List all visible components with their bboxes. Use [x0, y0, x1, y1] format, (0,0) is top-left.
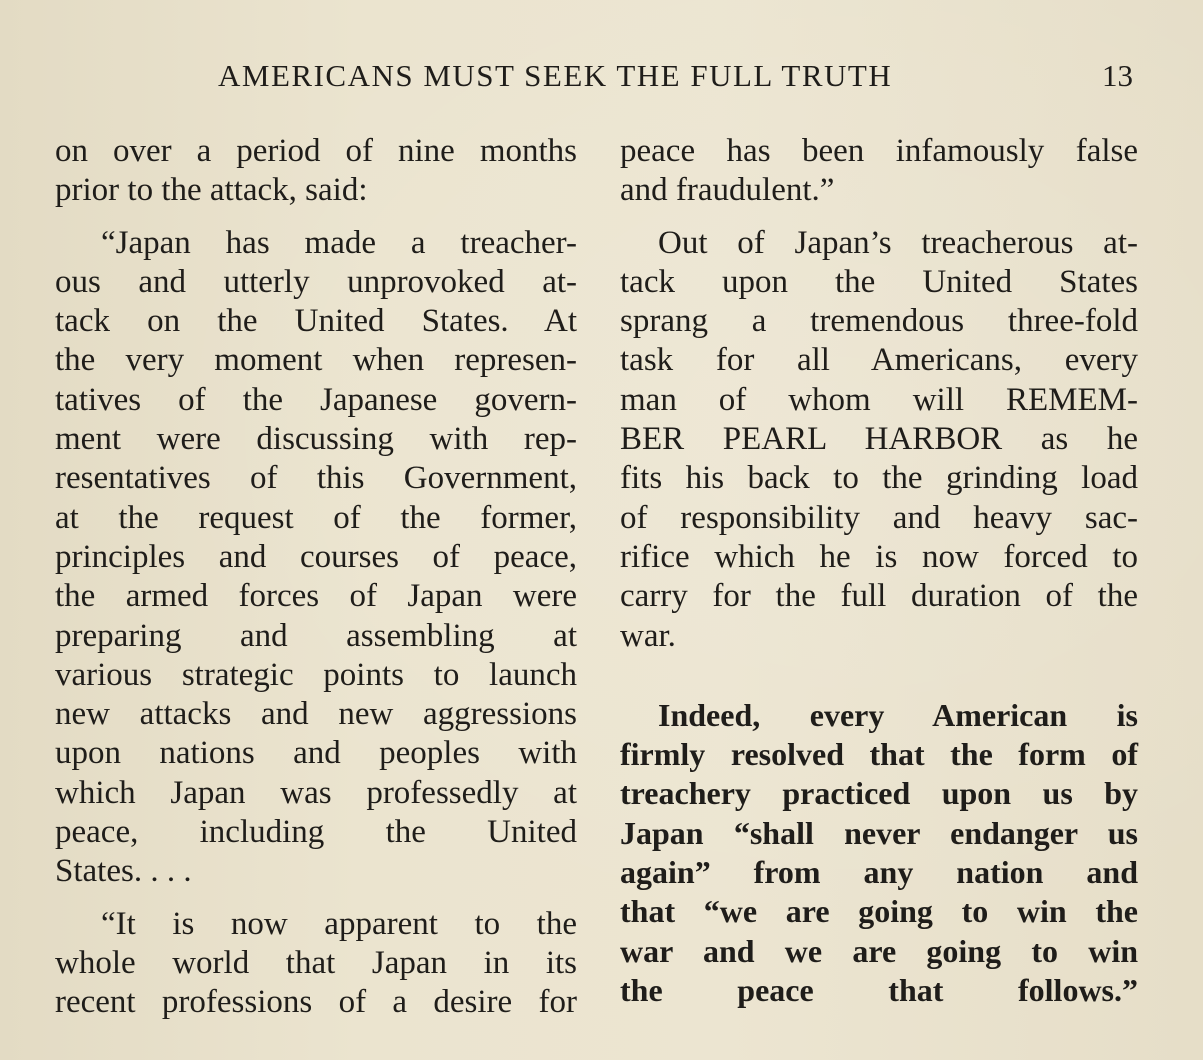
text-line: treachery practiced upon us by [620, 775, 1138, 812]
text-line: resentatives of this Government, [55, 460, 577, 497]
text-line: firmly resolved that the form of [620, 736, 1138, 773]
text-line: BER PEARL HARBOR as he [620, 421, 1138, 458]
text-line: Japan “shall never endanger us [620, 814, 1138, 851]
text-line: the very moment when represen- [55, 342, 577, 379]
text-line: which Japan was professedly at [55, 774, 577, 811]
text-line: of responsibility and heavy sac- [620, 499, 1138, 536]
text-line: ous and utterly unprovoked at- [55, 263, 577, 300]
text-line: “It is now apparent to the [101, 905, 577, 942]
text-line: “Japan has made a treacher- [101, 224, 577, 261]
text-line: at the request of the former, [55, 499, 577, 536]
text-line: tack on the United States. At [55, 303, 577, 340]
text-line: the armed forces of Japan were [55, 578, 577, 615]
text-line: various strategic points to launch [55, 656, 577, 693]
text-line: ment were discussing with rep- [55, 421, 577, 458]
running-head-title: AMERICANS MUST SEEK THE FULL TRUTH [218, 58, 893, 93]
text-line: principles and courses of peace, [55, 538, 577, 575]
quote-paragraph-1 [55, 224, 577, 892]
text-line: war and we are going to win [620, 932, 1138, 969]
quote-paragraph-2 [55, 905, 577, 1023]
text-line: fits his back to the grinding load [620, 460, 1138, 497]
intro-paragraph [55, 132, 577, 211]
text-line: whole world that Japan in its [55, 944, 577, 981]
text-line: the peace that follows.” [620, 971, 1138, 1008]
text-line: preparing and assembling at [55, 617, 577, 654]
text-line: Indeed, every American is [658, 696, 1138, 733]
bold-paragraph [620, 696, 1138, 1010]
left-column [55, 132, 577, 1023]
text-line: prior to the attack, said: [55, 172, 368, 209]
text-line: war. [620, 617, 676, 654]
text-line: peace has been infamously false [620, 133, 1138, 169]
text-line: rifice which he is now forced to [620, 538, 1138, 575]
text-line: man of whom will REMEM- [620, 381, 1138, 418]
text-line: Out of Japan’s treacherous at- [658, 224, 1138, 261]
text-line: peace, including the United [55, 814, 577, 851]
text-line: that “we are going to win the [620, 893, 1138, 930]
text-line: States. . . . [55, 853, 192, 890]
text-line: recent professions of a desire for [55, 984, 577, 1021]
text-line: task for all Americans, every [620, 342, 1138, 379]
text-line: tack upon the United States [620, 263, 1138, 300]
page-number: 13 [1102, 58, 1133, 93]
text-line: again” from any nation and [620, 854, 1138, 891]
body-paragraph [620, 224, 1138, 656]
right-column [620, 132, 1138, 1010]
text-line: new attacks and new aggressions [55, 696, 577, 733]
text-line: upon nations and peoples with [55, 735, 577, 772]
text-line: carry for the full duration of the [620, 578, 1138, 615]
text-line: sprang a tremendous three-fold [620, 303, 1138, 340]
text-line: on over a period of nine months [55, 133, 577, 169]
continuation-paragraph [620, 132, 1138, 211]
text-line: tatives of the Japanese govern- [55, 381, 577, 418]
text-line: and fraudulent.” [620, 172, 835, 209]
